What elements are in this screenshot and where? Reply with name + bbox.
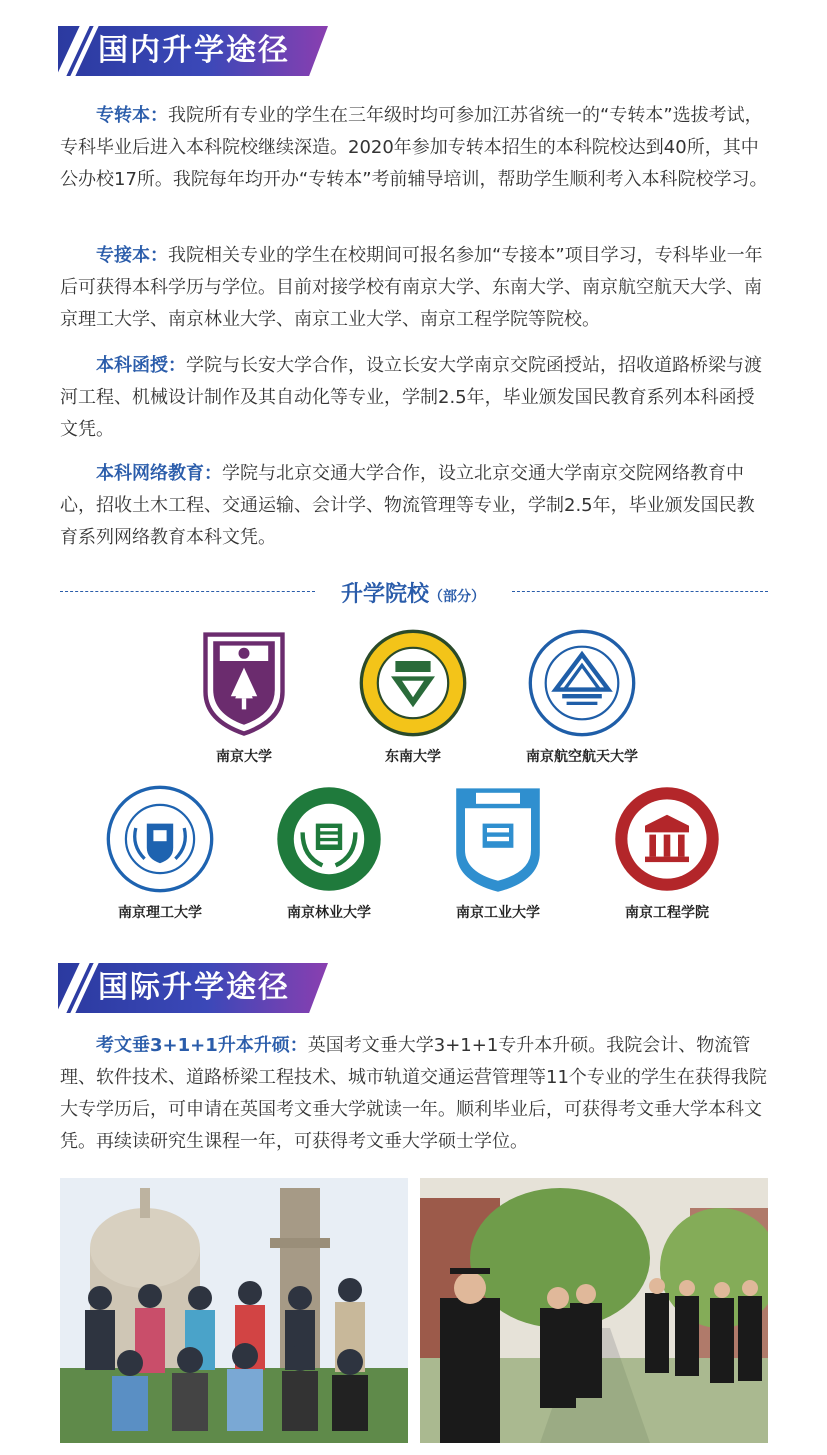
- paragraph-coventry: [60, 1030, 770, 1158]
- term-label: 考文垂3+1+1升本升硕：: [96, 1035, 308, 1056]
- group-photo-london: [60, 1178, 408, 1443]
- school-njtech: [418, 784, 578, 922]
- njfu-emblem-icon: [274, 784, 384, 894]
- paragraph-zhuanzhuanben: [60, 100, 770, 196]
- term-label: 本科函授：: [96, 355, 186, 376]
- paragraph-text: 学院与长安大学合作，设立长安大学南京交院函授站，招收道路桥梁与渡河工程、机械设计制作及其自动化等专业，学制2.5年，毕业颁发国民教育系列本科函授文凭。: [60, 355, 762, 440]
- international-section-title: 国际升学途径: [98, 970, 290, 1005]
- divider-line-right: [512, 591, 768, 592]
- graduates-campus-photo-icon: [420, 1178, 768, 1443]
- school-name: 东南大学: [385, 749, 441, 765]
- domestic-section-banner: [58, 26, 328, 76]
- divider-line-left: [60, 591, 315, 592]
- school-nju: [164, 628, 324, 766]
- nuaa-emblem-icon: [527, 628, 637, 738]
- njust-emblem-icon: [105, 784, 215, 894]
- school-name: 南京工程学院: [625, 905, 709, 921]
- school-name: 南京林业大学: [287, 905, 371, 921]
- paragraph-correspondence: [60, 350, 770, 446]
- international-section-banner: [58, 963, 328, 1013]
- paragraph-text: 我院相关专业的学生在校期间可报名参加“专接本”项目学习，专科毕业一年后可获得本科学历与学位。目前对接学校有南京大学、东南大学、南京航空航天大学、南京理工大学、南京林业大学、南京工业大学、南京工程学院等院校。: [60, 245, 763, 330]
- njit-emblem-icon: [612, 784, 722, 894]
- paragraph-text: 我院所有专业的学生在三年级时均可参加江苏省统一的“专转本”选拔考试，专科毕业后进入本科院校继续深造。2020年参加专转本招生的本科院校达到40所，其中公办校17所。我院每年均开办“专转本”考前辅导培训，帮助学生顺利考入本科院校学习。: [60, 105, 768, 190]
- schools-heading: [318, 577, 508, 608]
- graduates-campus-photo: [420, 1178, 768, 1443]
- term-label: 专接本：: [96, 245, 168, 266]
- school-name: 南京大学: [216, 749, 272, 765]
- school-njfu: [249, 784, 409, 922]
- school-name: 南京工业大学: [456, 905, 540, 921]
- school-name: 南京理工大学: [118, 905, 202, 921]
- paragraph-text: 学院与北京交通大学合作，设立北京交通大学南京交院网络教育中心，招收土木工程、交通运输、会计学、物流管理等专业，学制2.5年，毕业颁发国民教育系列网络教育本科文凭。: [60, 463, 755, 548]
- njtech-emblem-icon: [443, 784, 553, 894]
- school-nuaa: [502, 628, 662, 766]
- schools-title: 升学院校: [340, 582, 429, 607]
- paragraph-online-education: [60, 458, 770, 554]
- school-seu: [333, 628, 493, 766]
- domestic-section-title: 国内升学途径: [98, 33, 290, 68]
- term-label: 专转本：: [96, 105, 168, 126]
- term-label: 本科网络教育：: [96, 463, 222, 484]
- group-photo-london-icon: [60, 1178, 408, 1443]
- school-njust: [80, 784, 240, 922]
- nju-emblem-icon: [189, 628, 299, 738]
- school-njit: [587, 784, 747, 922]
- schools-subtitle: （部分）: [429, 589, 485, 605]
- seu-emblem-icon: [358, 628, 468, 738]
- paragraph-zhuanjieben: [60, 240, 770, 336]
- school-name: 南京航空航天大学: [526, 749, 638, 765]
- paragraph-text: 英国考文垂大学3+1+1专升本升硕。我院会计、物流管理、软件技术、道路桥梁工程技术、城市轨道交通运营管理等11个专业的学生在获得我院大专学历后，可申请在英国考文垂大学就读一年。顺利毕业后，可获得考文垂大学本科文凭。再续读研究生课程一年，可获得考文垂大学硕士学位。: [60, 1035, 767, 1152]
